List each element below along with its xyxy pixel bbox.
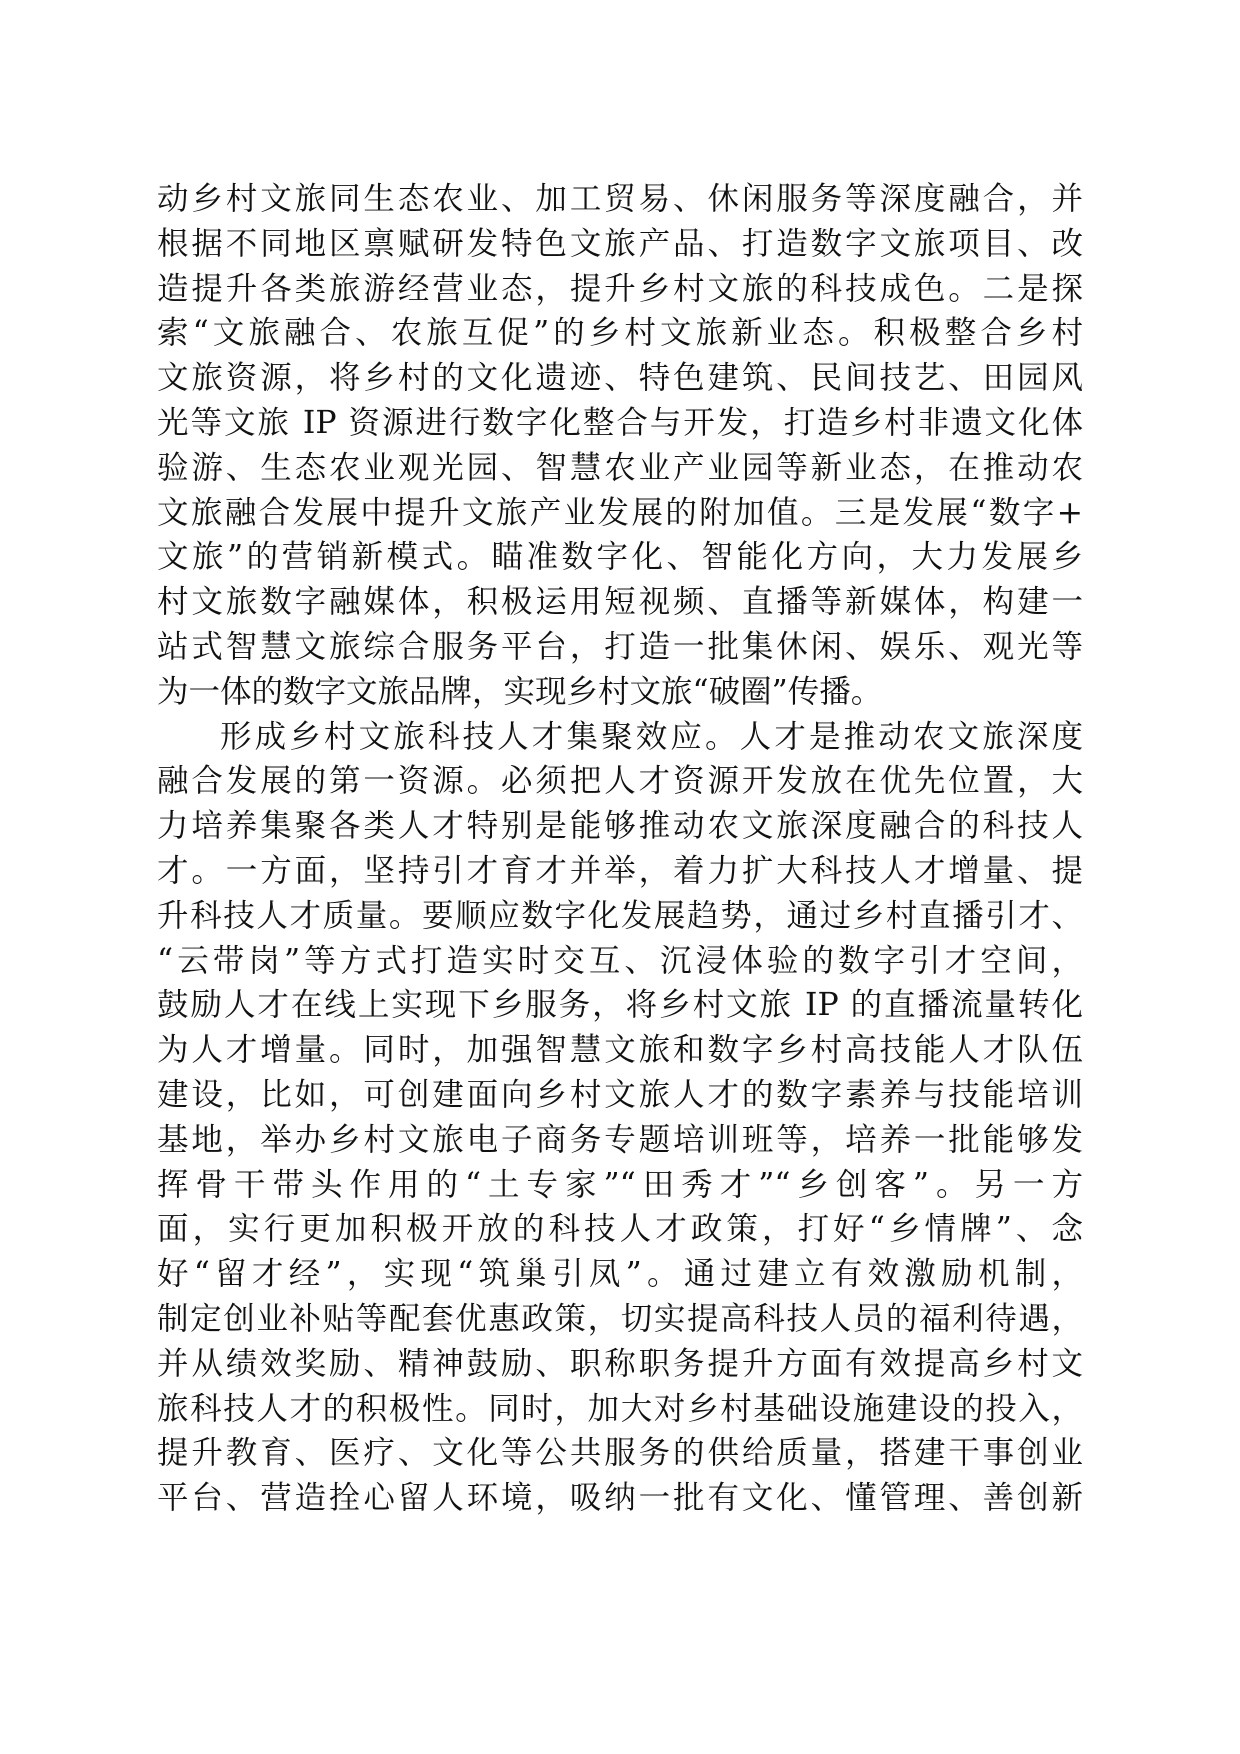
text-line: 为人才增量。同时，加强智慧文旅和数字乡村高技能人才队伍 <box>157 1032 1083 1069</box>
text-line: 挥骨干带头作用的“土专家”“田秀才”“乡创客”。另一方 <box>157 1166 1083 1203</box>
text-line: 文旅融合发展中提升文旅产业发展的附加值。三是发展“数字+ <box>157 494 1083 531</box>
text-line: 村文旅数字融媒体，积极运用短视频、直播等新媒体，构建一 <box>157 584 1083 621</box>
text-line: 索“文旅融合、农旅互促”的乡村文旅新业态。积极整合乡村 <box>157 315 1083 352</box>
text-line: 升科技人才质量。要顺应数字化发展趋势，通过乡村直播引才、 <box>157 897 1083 934</box>
text-line: 为一体的数字文旅品牌，实现乡村文旅“破圈”传播。 <box>157 673 883 710</box>
text-line: 形成乡村文旅科技人才集聚效应。人才是推动农文旅深度 <box>220 718 1083 755</box>
text-line: 站式智慧文旅综合服务平台，打造一批集休闲、娱乐、观光等 <box>157 628 1083 665</box>
text-line: 造提升各类旅游经营业态，提升乡村文旅的科技成色。二是探 <box>157 270 1083 307</box>
text-line: 鼓励人才在线上实现下乡服务，将乡村文旅 IP 的直播流量转化 <box>157 987 1083 1024</box>
text-line: 融合发展的第一资源。必须把人才资源开发放在优先位置，大 <box>157 763 1083 800</box>
text-line: 制定创业补贴等配套优惠政策，切实提高科技人员的福利待遇， <box>157 1300 1083 1337</box>
text-line: 旅科技人才的积极性。同时，加大对乡村基础设施建设的投入， <box>157 1390 1083 1427</box>
text-line: 基地，举办乡村文旅电子商务专题培训班等，培养一批能够发 <box>157 1121 1083 1158</box>
text-line: 动乡村文旅同生态农业、加工贸易、休闲服务等深度融合，并 <box>157 181 1083 217</box>
text-line: 根据不同地区禀赋研发特色文旅产品、打造数字文旅项目、改 <box>157 225 1083 262</box>
text-line: 文旅资源，将乡村的文化遗迹、特色建筑、民间技艺、田园风 <box>157 360 1083 397</box>
body-text <box>157 177 1083 1521</box>
text-line: 好“留才经”，实现“筑巢引凤”。通过建立有效激励机制， <box>157 1256 1083 1293</box>
text-line: 建设，比如，可创建面向乡村文旅人才的数字素养与技能培训 <box>157 1076 1083 1113</box>
text-line: “云带岗”等方式打造实时交互、沉浸体验的数字引才空间， <box>157 942 1083 979</box>
text-line: 力培养集聚各类人才特别是能够推动农文旅深度融合的科技人 <box>157 808 1083 845</box>
text-line: 平台、营造拴心留人环境，吸纳一批有文化、懂管理、善创新 <box>157 1480 1083 1517</box>
text-line: 验游、生态农业观光园、智慧农业产业园等新业态，在推动农 <box>157 449 1083 486</box>
text-line: 提升教育、医疗、文化等公共服务的供给质量，搭建干事创业 <box>157 1435 1083 1472</box>
text-line: 才。一方面，坚持引才育才并举，着力扩大科技人才增量、提 <box>157 852 1083 889</box>
paragraph-1 <box>157 177 1083 715</box>
text-line: 面，实行更加积极开放的科技人才政策，打好“乡情牌”、念 <box>157 1211 1083 1248</box>
text-line: 文旅”的营销新模式。瞄准数字化、智能化方向，大力发展乡 <box>157 539 1083 576</box>
text-line: 光等文旅 IP 资源进行数字化整合与开发，打造乡村非遗文化体 <box>157 404 1083 441</box>
paragraph-2 <box>157 715 1083 1521</box>
text-line: 并从绩效奖励、精神鼓励、职称职务提升方面有效提高乡村文 <box>157 1345 1083 1382</box>
